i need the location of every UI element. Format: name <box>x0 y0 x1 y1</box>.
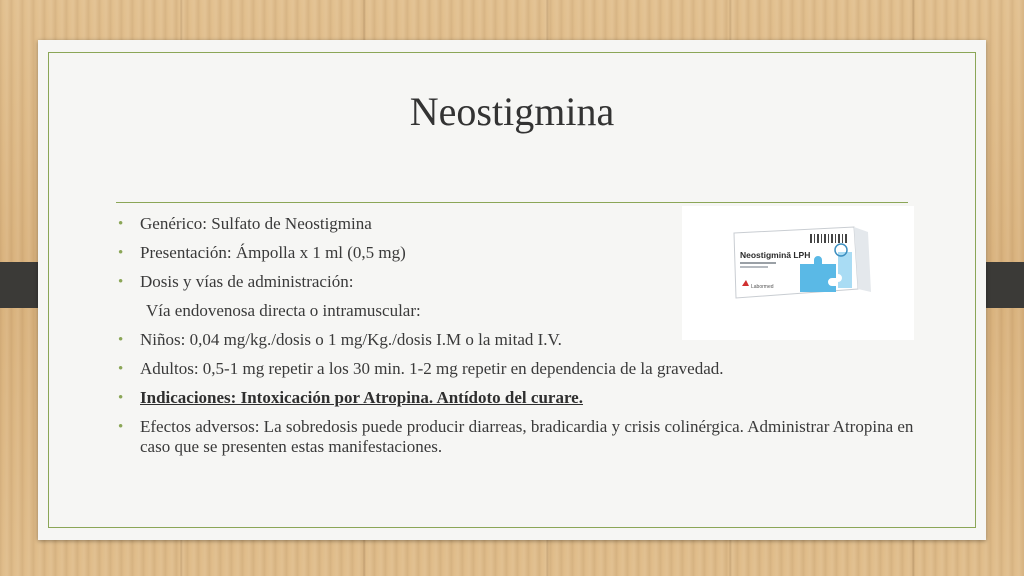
bullet-marker-icon: • <box>118 245 124 261</box>
bullet-item <box>116 388 916 408</box>
bullet-marker-icon: • <box>118 274 124 290</box>
bullet-text: Efectos adversos: La sobredosis puede producir diarreas, bradicardia y crisis colinérgica. Administrar Atropina en caso que se presenten estas manifestaciones. <box>140 417 914 456</box>
bullet-marker-icon: • <box>118 216 124 232</box>
title-divider <box>116 202 908 203</box>
bullet-text: Presentación: Ámpolla x 1 ml (0,5 mg) <box>140 243 406 262</box>
bullet-marker-icon: • <box>118 390 124 406</box>
bullet-marker-icon: • <box>118 419 124 435</box>
bullet-item <box>116 272 916 292</box>
bullet-item <box>116 417 916 457</box>
bullet-marker-icon: • <box>118 361 124 377</box>
bullet-item <box>116 214 916 234</box>
bullet-text: Genérico: Sulfato de Neostigmina <box>140 214 372 233</box>
bullet-item <box>116 359 916 379</box>
bullet-text: Niños: 0,04 mg/kg./dosis o 1 mg/Kg./dosis I.M o la mitad I.V. <box>140 330 562 349</box>
bullet-text: Vía endovenosa directa o intramuscular: <box>146 301 421 320</box>
bullet-text: Adultos: 0,5-1 mg repetir a los 30 min. 1-2 mg repetir en dependencia de la gravedad. <box>140 359 724 378</box>
slide <box>38 40 986 540</box>
bullet-item <box>116 243 916 263</box>
bullet-marker-icon: • <box>118 332 124 348</box>
bullet-list <box>116 214 916 466</box>
bullet-text: Dosis y vías de administración: <box>140 272 354 291</box>
bullet-item <box>116 301 916 321</box>
product-name: Neostigmină LPH <box>740 250 811 260</box>
brand-name: Labormed <box>751 284 774 290</box>
slide-title: Neostigmina <box>409 89 615 134</box>
bullet-text: Indicaciones: Intoxicación por Atropina. Antídoto del curare. <box>140 388 583 407</box>
bullet-item <box>116 330 916 350</box>
